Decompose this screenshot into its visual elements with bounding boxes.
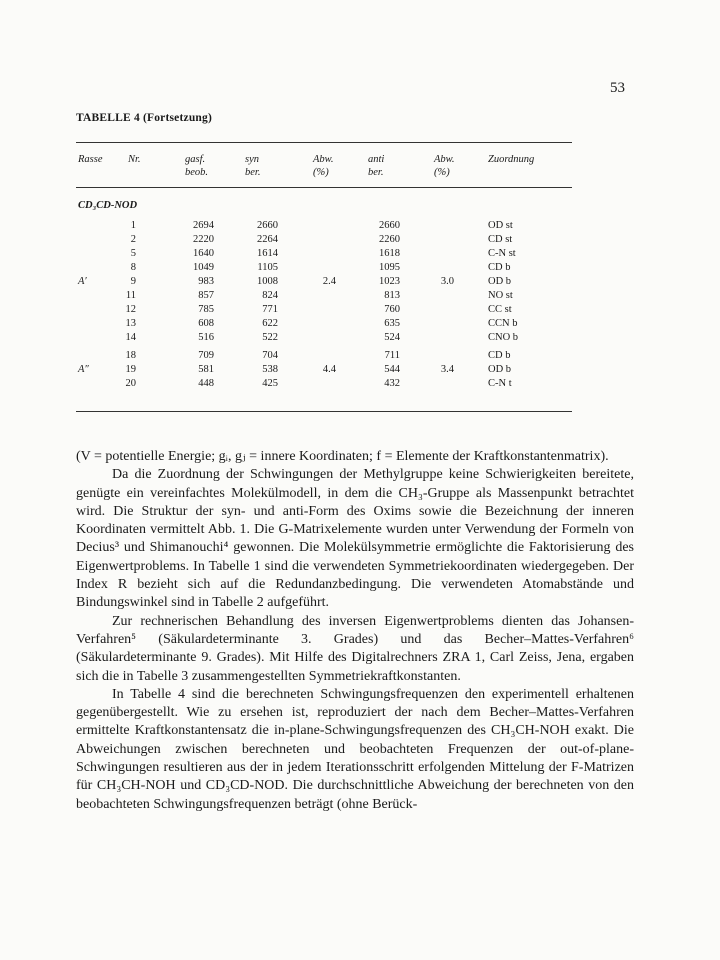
table-top-rule [76, 142, 572, 143]
cell-syn-ber: 1614 [257, 248, 278, 259]
cell-gasf-beob: 581 [198, 364, 214, 375]
cell-anti-ber: 524 [384, 332, 400, 343]
cell-anti-ber: 635 [384, 318, 400, 329]
cell-anti-ber: 760 [384, 304, 400, 315]
cell-zuordnung: CD b [488, 262, 511, 273]
cell-gasf-beob: 2220 [193, 234, 214, 245]
cell-gasf-beob: 709 [198, 350, 214, 361]
cell-nr: 12 [125, 304, 136, 315]
cell-zuordnung: CNO b [488, 332, 519, 343]
header-rasse: Rasse [78, 154, 103, 165]
body-text [76, 448, 634, 814]
cell-nr: 8 [130, 262, 136, 273]
paragraph-3: In Tabelle 4 sind die berechneten Schwingungsfrequenzen den experimentell erhaltenen gegenübergestellt. Wie zu ersehen ist, reproduziert der nach dem Becher–Mattes-Verfahren ermittelte Kraftkonstantensatz die in-plane-Schwingungsfrequenzen des CH₃CH-NOH exakt. Die Abweichungen zwischen berechneten und beobachteten Frequenzen der out-of-plane-Schwingungen resultieren aus der in jedem Iterationsschritt erfolgenden Mittelung der F-Matrizen für CH₃CH-NOH und CD₃CD-NOD. Die durchschnittliche Abweichung der berechneten von den beobachteten Schwingungsfrequenzen beträgt (ohne Berück- [76, 686, 634, 812]
footnote-paragraph: (V = potentielle Energie; gᵢ, gⱼ = innere Koordinaten; f = Elemente der Kraftkonstantenmatrix). [76, 449, 609, 464]
cell-gasf-beob: 1049 [193, 262, 214, 273]
header-gasf-line2: beob. [185, 167, 209, 178]
cell-zuordnung: C-N t [488, 378, 512, 389]
cell-abw-syn: 2.4 [322, 276, 336, 287]
cell-anti-ber: 1095 [379, 262, 400, 273]
cell-zuordnung: CCN b [488, 318, 518, 329]
paragraph-2: Zur rechnerischen Behandlung des inversen Eigenwertproblems dienten das Johansen-Verfahren⁵ (Säkulardeterminante 3. Grades) und das Becher–Mattes-Verfahren⁶ (Säkulardeterminante 9. Grades). Mit Hilfe des Digitalrechners ZRA 1, Carl Zeiss, Jena, ergaben sich die in Tabelle 3 zusammengestellten Symmetriekraftkonstanten. [76, 613, 634, 684]
cell-gasf-beob: 448 [198, 378, 214, 389]
cell-gasf-beob: 983 [198, 276, 214, 287]
header-gasf-line1: gasf. [185, 154, 206, 165]
cell-nr: 1 [130, 220, 136, 231]
table-bottom-rule [76, 411, 572, 412]
page-number: 53 [610, 80, 625, 96]
cell-syn-ber: 771 [262, 304, 278, 315]
cell-syn-ber: 2264 [257, 234, 278, 245]
header-gasf [185, 153, 208, 179]
cell-nr: 14 [125, 332, 136, 343]
header-abw-syn-line1: Abw. [313, 154, 334, 165]
cell-rasse: A″ [78, 364, 89, 375]
cell-zuordnung: OD st [488, 220, 513, 231]
cell-nr: 13 [125, 318, 136, 329]
cell-anti-ber: 711 [384, 350, 400, 361]
cell-gasf-beob: 1640 [193, 248, 214, 259]
header-abw-anti-line2: (%) [434, 167, 450, 178]
header-anti [368, 153, 384, 179]
header-anti-line1: anti [368, 154, 385, 165]
header-zuordnung: Zuordnung [488, 154, 535, 165]
header-syn-line1: syn [245, 154, 259, 165]
header-syn-line2: ber. [245, 167, 261, 178]
cell-nr: 5 [130, 248, 136, 259]
cell-syn-ber: 1105 [257, 262, 278, 273]
cell-zuordnung: C-N st [488, 248, 516, 259]
cell-nr: 9 [130, 276, 136, 287]
cell-zuordnung: CC st [488, 304, 512, 315]
cell-abw-anti: 3.0 [440, 276, 454, 287]
cell-gasf-beob: 608 [198, 318, 214, 329]
cell-anti-ber: 432 [384, 378, 400, 389]
cell-zuordnung: CD st [488, 234, 513, 245]
header-abw-syn-line2: (%) [313, 167, 329, 178]
cell-nr: 2 [130, 234, 136, 245]
header-nr: Nr. [128, 154, 141, 165]
cell-syn-ber: 2660 [257, 220, 278, 231]
cell-abw-anti: 3.4 [440, 364, 454, 375]
cell-zuordnung: OD b [488, 276, 512, 287]
cell-syn-ber: 425 [262, 378, 278, 389]
cell-syn-ber: 622 [262, 318, 278, 329]
cell-syn-ber: 1008 [257, 276, 278, 287]
cell-anti-ber: 813 [384, 290, 400, 301]
cell-nr: 19 [125, 364, 136, 375]
cell-abw-syn: 4.4 [322, 364, 336, 375]
cell-nr: 18 [125, 350, 136, 361]
cell-zuordnung: NO st [488, 290, 513, 301]
cell-syn-ber: 538 [262, 364, 278, 375]
cell-gasf-beob: 2694 [193, 220, 214, 231]
cell-anti-ber: 2660 [379, 220, 400, 231]
cell-nr: 20 [125, 378, 136, 389]
table-header-rule [76, 187, 572, 188]
header-syn [245, 153, 260, 179]
cell-gasf-beob: 516 [198, 332, 214, 343]
cell-anti-ber: 544 [384, 364, 400, 375]
header-anti-line2: ber. [368, 167, 384, 178]
cell-syn-ber: 522 [262, 332, 278, 343]
table-subheading: CD₃CD-NOD [78, 200, 138, 211]
cell-gasf-beob: 785 [198, 304, 214, 315]
cell-zuordnung: CD b [488, 350, 511, 361]
table-caption: TABELLE 4 (Fortsetzung) [76, 112, 212, 124]
cell-nr: 11 [125, 290, 136, 301]
cell-zuordnung: OD b [488, 364, 512, 375]
cell-syn-ber: 824 [262, 290, 278, 301]
cell-gasf-beob: 857 [198, 290, 214, 301]
paragraph-1: Da die Zuordnung der Schwingungen der Methylgruppe keine Schwierigkeiten bereitete, genügte ein vereinfachtes Molekülmodell, in dem die CH₃-Gruppe als Massenpunkt betrachtet wird. Die Struktur der syn- und anti-Form des Oxims sowie die Bezeichnung der inneren Koordinaten vermittelt Abb. 1. Die G-Matrixelemente wurden unter Verwendung der Formeln von Decius³ und Shimanouchi⁴ gewonnen. Die Molekülsymmetrie ermöglichte die Faktorisierung des Eigenwertproblems. In Tabelle 1 sind die verwendeten Symmetriekoordinaten wiedergegeben. Der Index R bezieht sich auf die Redundanzbedingung. Die verwendeten Atomabstände und Bindungswinkel sind in Tabelle 2 aufgeführt. [76, 467, 634, 611]
header-abw-anti-line1: Abw. [434, 154, 455, 165]
header-abw-syn [313, 153, 334, 179]
cell-rasse: A′ [78, 276, 87, 287]
header-abw-anti [434, 153, 455, 179]
cell-syn-ber: 704 [262, 350, 278, 361]
cell-anti-ber: 2260 [379, 234, 400, 245]
cell-anti-ber: 1023 [379, 276, 400, 287]
cell-anti-ber: 1618 [379, 248, 400, 259]
